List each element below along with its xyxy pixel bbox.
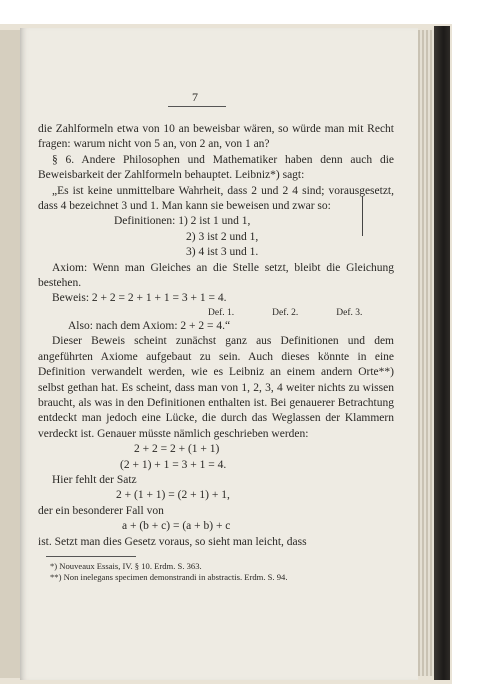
equation: a + (b + c) = (a + b) + c: [122, 520, 231, 533]
definition-line: 2) 3 ist 2 und 1,: [186, 230, 259, 243]
definition-references: [208, 307, 394, 319]
def-ref: Def. 3.: [336, 307, 363, 318]
page-edges: [418, 30, 434, 676]
def-ref: Def. 1.: [208, 307, 235, 318]
paragraph: § 6. Andere Philosophen und Mathematiker haben denn auch die Beweisbarkeit der Zahlformeln behauptet. Leibniz*) sagt:: [38, 153, 394, 182]
axiom-line: Axiom: Wenn man Gleiches an die Stelle setzt, bleibt die Gleichung bestehen.: [38, 261, 394, 290]
equation: (2 + 1) + 1 = 3 + 1 = 4.: [120, 458, 227, 471]
text-line: der ein besonderer Fall von: [38, 504, 164, 517]
def-ref: Def. 2.: [272, 307, 299, 318]
page-text: [38, 84, 394, 583]
proof-line: Beweis: 2 + 2 = 2 + 1 + 1 = 3 + 1 = 4.: [52, 292, 227, 305]
equation: 2 + (1 + 1) = (2 + 1) + 1,: [116, 489, 230, 502]
text-line: ist. Setzt man dies Gesetz voraus, so sieht man leicht, dass: [38, 535, 307, 548]
page-number: 7: [192, 90, 198, 104]
text-line: Hier fehlt der Satz: [52, 473, 137, 486]
conclusion-line: Also: nach dem Axiom: 2 + 2 = 4.“: [68, 319, 231, 332]
footnote: *) Nouveaux Essais, IV. § 10. Erdm. S. 363.: [50, 560, 202, 571]
quote-paragraph: „Es ist keine unmittelbare Wahrheit, dass 2 und 2 4 sind; vorausgesetzt, dass 4 bezeichnet 3 und 1. Man kann sie beweisen und zwar so:: [38, 184, 394, 213]
paragraph: die Zahlformeln etwa von 10 an beweisbar wären, so würde man mit Recht fragen: warum nicht von 5 an, von 2 an, von 1 an?: [38, 123, 394, 151]
paragraph: Dieser Beweis scheint zunächst ganz aus Definitionen und dem angeführten Axiome aufgebaut zu sein. Auch dieses könnte in eine Definition verwandelt werden, wie es Leibniz an einem andern Orte**) selbst gethan hat. Es scheint, dass man von 1, 2, 3, 4 weiter nichts zu wissen braucht, als was in den Definitionen enthalten ist. Bei genauerer Betrachtung entdeckt man jedoch eine Lücke, die durch das Weglassen der Klammern verdeckt ist. Genauer müsste nämlich geschrieben werden:: [38, 335, 394, 440]
definition-line: Definitionen: 1) 2 ist 1 und 1,: [114, 215, 251, 228]
definition-line: 3) 4 ist 3 und 1.: [186, 246, 259, 259]
footnote-rule: [46, 556, 136, 557]
footnote: **) Non inelegans specimen demonstrandi in abstractis. Erdm. S. 94.: [50, 571, 288, 582]
equation: 2 + 2 = 2 + (1 + 1): [134, 443, 220, 456]
book-cover: [434, 26, 450, 680]
